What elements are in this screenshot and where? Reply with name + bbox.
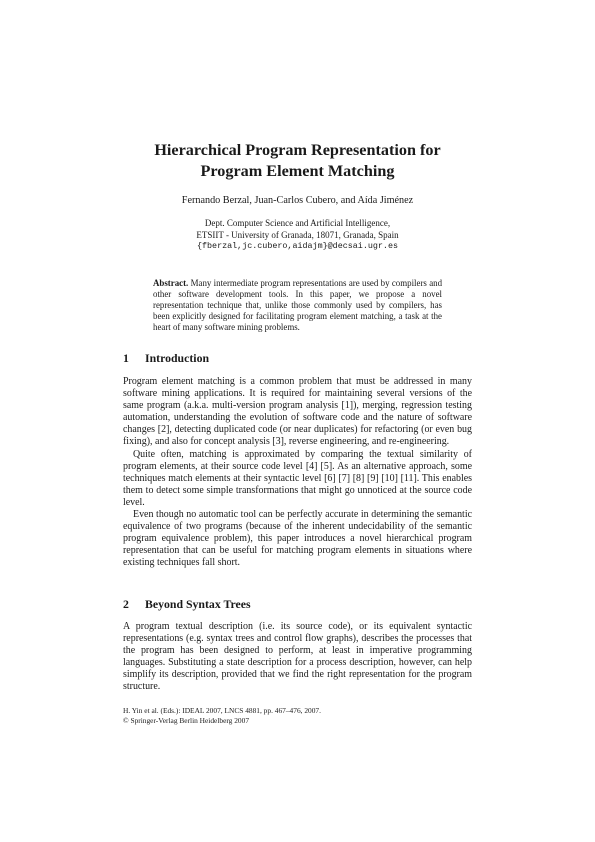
abstract-label: Abstract.: [153, 278, 189, 288]
section-title: Beyond Syntax Trees: [145, 597, 251, 611]
affiliation-line-2: ETSIIT - University of Granada, 18071, Granada, Spain: [196, 229, 399, 240]
abstract: [153, 278, 442, 333]
author-list: Fernando Berzal, Juan-Carlos Cubero, and Aída Jiménez: [181, 195, 414, 206]
title-line-2: Program Element Matching: [200, 162, 395, 180]
affiliation-line-1: Dept. Computer Science and Artificial Intelligence,: [204, 218, 391, 228]
copyright-footer: [123, 706, 321, 725]
section-heading-beyond-syntax-trees: [123, 597, 251, 612]
section-title: Introduction: [145, 351, 210, 365]
paragraph: A program textual description (i.e. its source code), or its equivalent syntactic representations (e.g. syntax trees and control flow graphs), describes the processes that the program has been designed to perform, at least in imperative programming languages. Substituting a state description for a process description, however, can help simplify its description, provided that we find the right representation for the program structure.: [123, 621, 472, 693]
copyright-line: © Springer-Verlag Berlin Heidelberg 2007: [123, 715, 250, 725]
author-email[interactable]: {fberzal,jc.cubero,aidajm}@decsai.ugr.es: [196, 241, 399, 251]
abstract-text: Many intermediate program representations are used by compilers and other software development tools. In this paper, we propose a novel representation technique that, unlike those commonly used by compilers, has been explicitly designed for facilitating program element matching, a task at the heart of many software mining problems.: [153, 278, 443, 332]
section-number: 1: [123, 351, 129, 365]
section-number: 2: [123, 597, 129, 611]
paragraph: Program element matching is a common problem that must be addressed in many software mining applications. It is required for maintaining several versions of the same program (a.k.a. multi-version program analysis [1]), merging, regression testing automation, understanding the evolution of software code and the nature of software changes [2], detecting duplicated code (or near duplicates) for refactoring (or even bug fixing), and also for concept analysis [3], reverse engineering, and re-engineering.: [123, 376, 472, 448]
paper-title: [100, 140, 495, 182]
affiliation: [100, 218, 495, 253]
title-line-1: Hierarchical Program Representation for: [154, 141, 441, 159]
section-heading-introduction: [123, 351, 209, 366]
paragraph: Even though no automatic tool can be perfectly accurate in determining the semantic equivalence of two programs (because of the inherent undecidability of the semantic program equivalence problem), this paper introduces a novel hierarchical program representation that can be useful for matching program elements in situations where existing techniques fall short.: [123, 509, 472, 569]
section-body-introduction: [123, 376, 472, 570]
citation-line: H. Yin et al. (Eds.): IDEAL 2007, LNCS 4881, pp. 467–476, 2007.: [123, 706, 321, 715]
section-body-beyond-syntax-trees: [123, 621, 472, 694]
paragraph: Quite often, matching is approximated by comparing the textual similarity of program elements, at their source code level [4] [5]. As an alternative approach, some techniques match elements at their syntactic level [6] [7] [8] [9] [10] [11]. This enables them to detect some simple transformations that might go unnoticed at the source code level.: [123, 448, 472, 508]
